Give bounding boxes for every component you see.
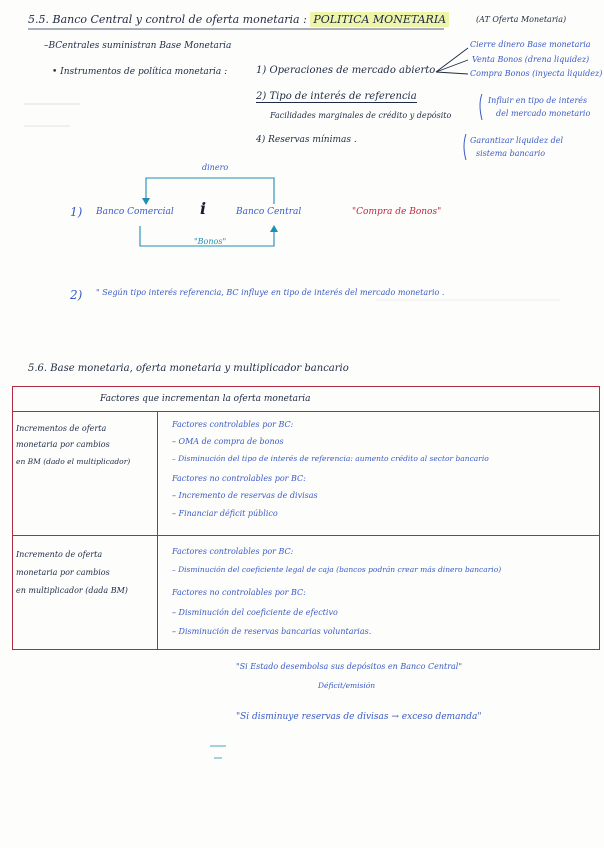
- row2-left-line-2: monetaria por cambios: [16, 568, 110, 577]
- diagram-item-num: 1): [70, 205, 83, 219]
- diagram-bottom-label: "Bonos": [194, 237, 227, 246]
- row1-right-line-4: Factores no controlables por BC:: [172, 474, 306, 483]
- bonos-arrow: [140, 226, 274, 246]
- row2-right-line-1: Factores controlables por BC:: [172, 547, 294, 556]
- bottom-note-1-sub: Déficit/emisión: [318, 681, 376, 690]
- row1-right-line-1: Factores controlables por BC:: [172, 420, 294, 429]
- bottom-note-1: "Si Estado desembolsa sus depósitos en Banco Central": [236, 662, 463, 671]
- item-2-text: " Según tipo interés referencia, BC influye en tipo de interés del mercado monetario .: [96, 288, 445, 297]
- bonos-arrowhead: [270, 225, 278, 232]
- corner-note: (AT Oferta Monetaria): [476, 15, 567, 24]
- instrument-2-text: 2) Tipo de interés de referencia: [256, 91, 417, 102]
- right-note-2: Venta Bonos (drena liquidez): [472, 55, 590, 64]
- bottom-note-2: "Si disminuye reservas de divisas → exceso demanda": [236, 712, 482, 722]
- row1-right-line-5: – Incremento de reservas de divisas: [172, 491, 318, 500]
- table-header: Factores que incrementan la oferta monetaria: [100, 394, 311, 404]
- dinero-arrowhead: [142, 198, 150, 205]
- line-bcentrales: –BCentrales suministran Base Monetaria: [44, 41, 232, 51]
- operaciones-brace: [436, 48, 468, 74]
- row2-left-line-1: Incremento de oferta: [16, 550, 103, 559]
- influir-note-1: Influir en tipo de interés: [488, 96, 588, 105]
- dinero-arrow: [146, 178, 274, 204]
- row1-left-line-1: Incrementos de oferta: [16, 424, 107, 433]
- section-5-5-title-text: 5.5. Banco Central y control de oferta monetaria :: [28, 13, 307, 26]
- row1-right-line-2: – OMA de compra de bonos: [172, 437, 284, 446]
- garantizar-note-1: Garantizar liquidez del: [470, 136, 564, 145]
- right-note-1: Cierre dinero Base monetaria: [470, 40, 591, 49]
- instrument-2-sub: Facilidades marginales de crédito y depósito: [270, 111, 452, 120]
- right-note-3: Compra Bonos (inyecta liquidez): [470, 69, 603, 78]
- row2-right-line-4: – Disminución del coeficiente de efectivo: [172, 608, 338, 617]
- row1-right-line-6: – Financiar déficit público: [172, 509, 278, 518]
- diagram-left-node: Banco Comercial: [96, 207, 174, 217]
- section-5-6-title: 5.6. Base monetaria, oferta monetaria y multiplicador bancario: [28, 363, 349, 374]
- influir-bracket: [480, 94, 482, 120]
- row2-left-line-3: en multiplicador (dada BM): [16, 586, 128, 595]
- politica-monetaria-highlight: POLITICA MONETARIA: [310, 12, 449, 27]
- instrument-3: 4) Reservas mínimas .: [256, 135, 357, 145]
- diagram-top-label: dinero: [202, 163, 229, 172]
- item-2-num: 2): [70, 288, 83, 302]
- influir-note-2: del mercado monetario: [496, 109, 591, 118]
- instrument-1: 1) Operaciones de mercado abierto: [256, 65, 436, 76]
- row1-left-line-3: en BM (dado el multiplicador): [16, 457, 131, 466]
- line-instrumentos: • Instrumentos de política monetaria :: [52, 67, 228, 77]
- diagram-interest-symbol: i: [200, 199, 207, 218]
- diagram-right-quote: "Compra de Bonos": [352, 207, 442, 217]
- garantizar-note-2: sistema bancario: [476, 149, 546, 158]
- garantizar-bracket: [464, 134, 466, 160]
- row2-right-line-2: – Disminución del coeficiente legal de caja (bancos podrán crear más dinero bancario): [172, 565, 502, 574]
- row1-left-line-2: monetaria por cambios: [16, 440, 110, 449]
- row1-right-line-3: – Disminución del tipo de interés de referencia: aumento crédito al sector bancario: [172, 454, 489, 463]
- row2-right-line-5: – Disminución de reservas bancarias voluntarias.: [172, 627, 372, 636]
- row2-right-line-3: Factores no controlables por BC:: [172, 588, 306, 597]
- diagram-right-node: Banco Central: [236, 207, 302, 217]
